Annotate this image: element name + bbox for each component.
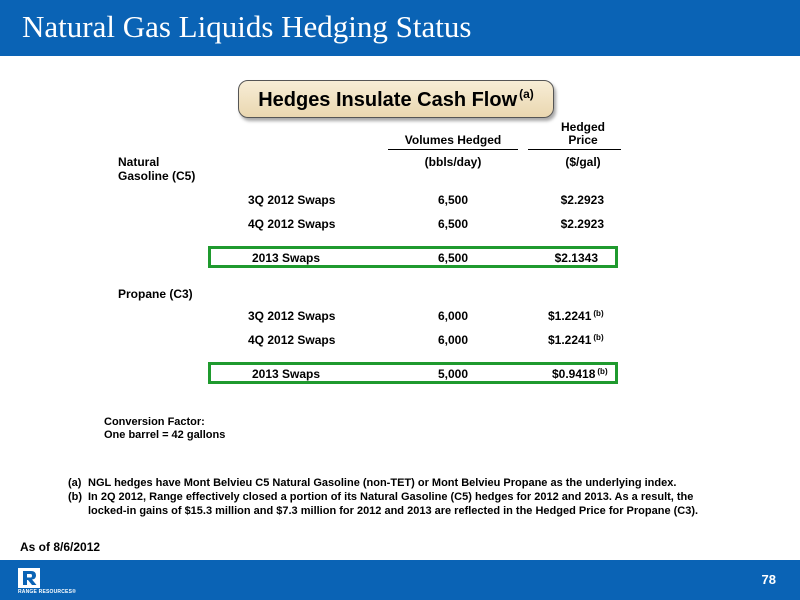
range-logo-icon [18, 568, 40, 588]
row-volume: 6,000 [437, 309, 469, 323]
row-price [548, 309, 604, 323]
row-label: 3Q 2012 Swaps [248, 309, 336, 323]
row-volume: 6,500 [437, 193, 469, 207]
row-price: $2.2923 [560, 217, 604, 231]
price-value: $0.9418 [552, 367, 596, 381]
as-of-date: As of 8/6/2012 [20, 540, 101, 554]
row-label: 4Q 2012 Swaps [248, 217, 336, 231]
row-volume: 6,500 [437, 217, 469, 231]
row-volume: 6,500 [437, 251, 469, 265]
footnote-a-text: NGL hedges have Mont Belvieu C5 Natural Gasoline (non-TET) or Mont Belvieu Propane as the underlying index. [88, 477, 677, 489]
conversion-factor-label: Conversion Factor: [104, 416, 205, 428]
col-volumes-unit: (bbls/day) [424, 155, 482, 169]
header-bar [0, 0, 800, 56]
footer-bar [0, 560, 800, 600]
row-price [552, 367, 608, 381]
conversion-factor-value: One barrel = 42 gallons [104, 429, 226, 441]
footnote-a-marker: (a) [68, 477, 82, 489]
page-number: 78 [761, 572, 776, 587]
company-logo [18, 568, 88, 598]
footnote-b-text-line1: In 2Q 2012, Range effectively closed a portion of its Natural Gasoline (C5) hedges for 2012 and 2013. As a result, the [88, 491, 694, 503]
footnote-b-marker: (b) [68, 491, 83, 503]
price-footnote-marker: (b) [597, 367, 608, 376]
row-volume: 5,000 [437, 367, 469, 381]
row-label: 4Q 2012 Swaps [248, 333, 336, 347]
col-volumes-rule [388, 149, 518, 150]
col-price-header-line1: Hedged [560, 120, 605, 134]
col-price-rule [528, 149, 621, 150]
banner-footnote-marker: (a) [519, 87, 534, 101]
page-title: Natural Gas Liquids Hedging Status [22, 9, 472, 44]
footnote-b-text-line2: locked-in gains of $15.3 million and $7.3 million for 2012 and 2013 are reflected in the Hedged Price for Propane (C3). [88, 505, 699, 517]
row-label: 2013 Swaps [252, 367, 321, 381]
row-volume: 6,000 [437, 333, 469, 347]
row-label: 2013 Swaps [252, 251, 321, 265]
group-label-line1: Natural [118, 155, 160, 169]
banner-text [258, 87, 534, 112]
row-price: $2.1343 [554, 251, 598, 265]
row-price: $2.2923 [560, 193, 604, 207]
row-label: 3Q 2012 Swaps [248, 193, 336, 207]
callout-banner [238, 80, 554, 118]
logo-text: RANGE RESOURCES® [18, 589, 77, 595]
group-label-line1: Propane (C3) [118, 287, 193, 301]
banner-label: Hedges Insulate Cash Flow [258, 89, 518, 111]
price-footnote-marker: (b) [593, 333, 604, 342]
price-value: $1.2241 [548, 309, 592, 323]
group-label-line2: Gasoline (C5) [118, 169, 196, 183]
col-volumes-header: Volumes Hedged [404, 133, 502, 147]
col-price-header-line2: Price [568, 133, 598, 147]
col-price-unit: ($/gal) [565, 155, 601, 169]
price-value: $1.2241 [548, 333, 592, 347]
price-footnote-marker: (b) [593, 309, 604, 318]
row-price [548, 333, 604, 347]
